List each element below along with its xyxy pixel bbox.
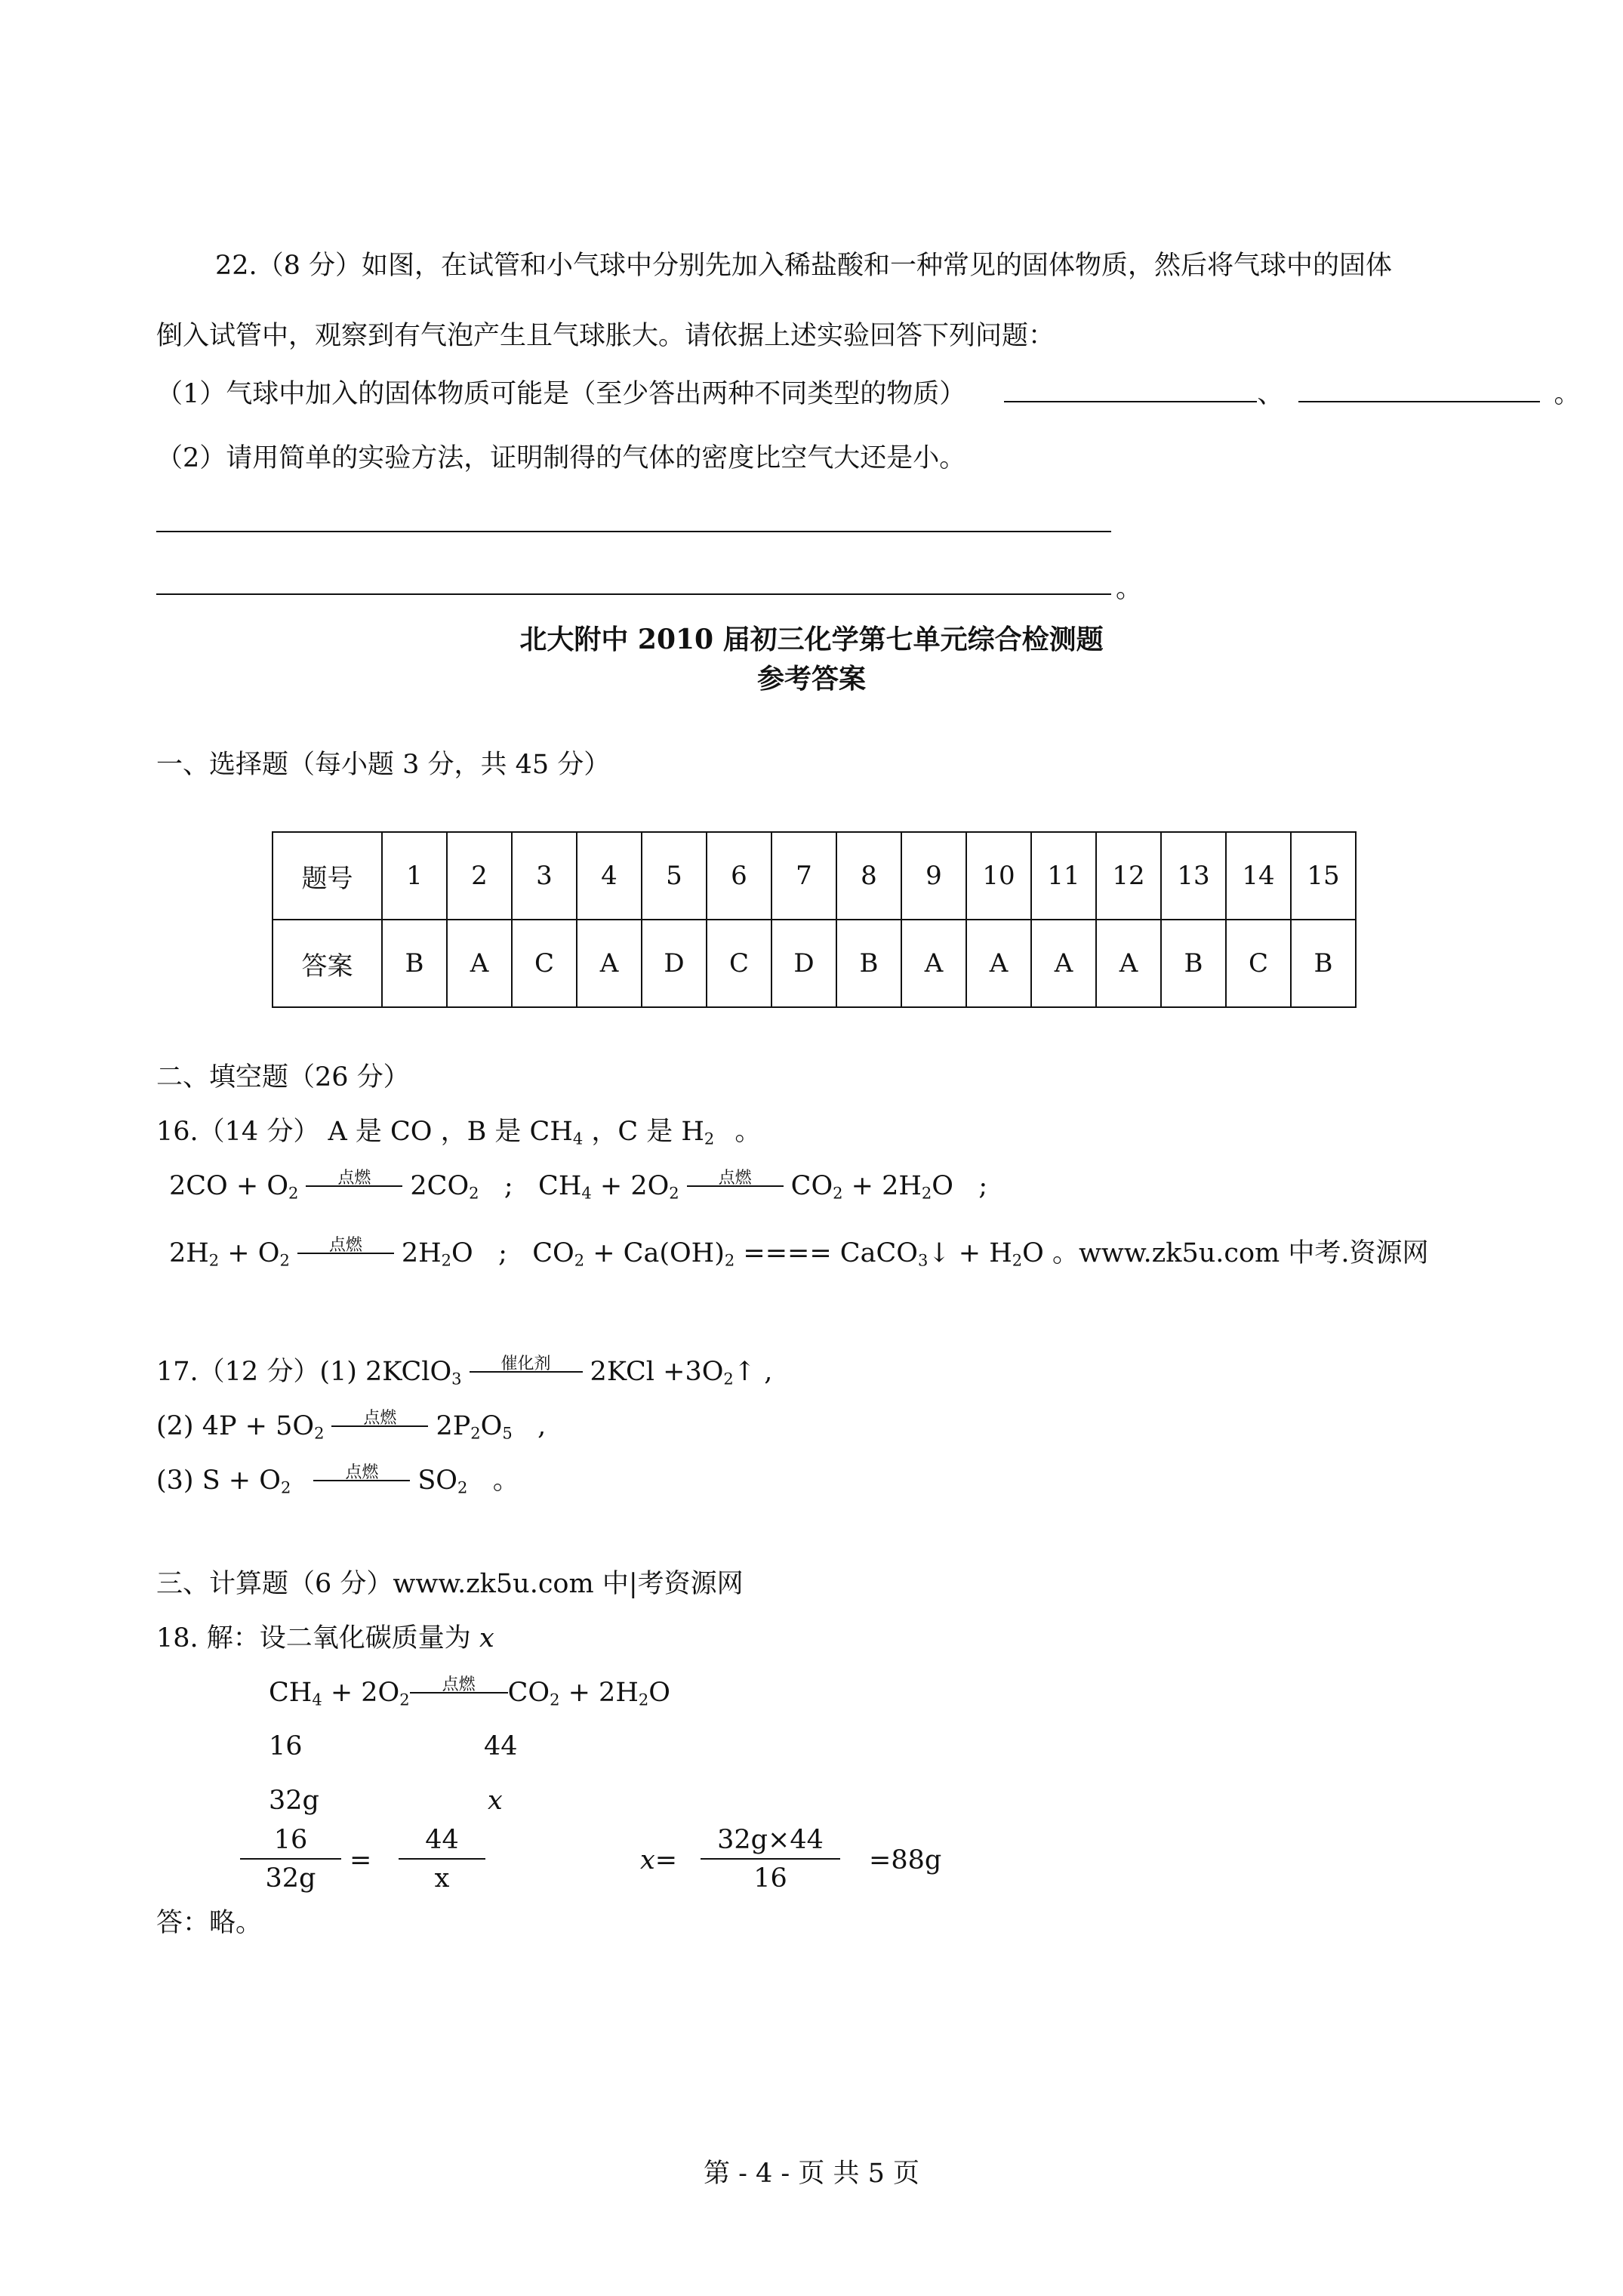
section-fill-heading: 二、填空题（26 分） [156,1062,410,1093]
table-cell-answer: A [966,920,1031,1007]
table-cell-num: 7 [771,832,836,920]
section-choice-heading: 一、选择题（每小题 3 分，共 45 分） [156,750,611,780]
table-cell-answer: A [901,920,966,1007]
table-cell-answer: B [382,920,447,1007]
q16-equation-line-2: $2H_2 + O_2$ 点燃 $2H_2O$ ; $CO_2 + Ca(OH)_2$ ==== CaCO$_3$↓ + $H_2O$ 。www.zk5u.com 中考.资源网 [169,1236,1429,1270]
reaction-condition: 点燃 [297,1253,394,1262]
table-cell-num: 11 [1031,832,1096,920]
blank-separator: 、 [1257,379,1284,409]
q16-mid-text: ，C 是 H [583,1117,704,1147]
molar-mass-co2: 44 [484,1731,518,1761]
table-cell-num: 15 [1291,832,1356,920]
table-cell-answer: B [836,920,901,1007]
table-cell-num: 12 [1096,832,1161,920]
table-row-answers [273,920,1356,1007]
table-cell-num: 8 [836,832,901,920]
calcium-hydroxide: Ca(OH) [623,1238,725,1268]
reaction-condition: 点燃 [306,1185,402,1194]
table-cell-num: 4 [577,832,642,920]
q17-line-2: (2) $4P + 5O_2$ 点燃 $2P_2O_5$ , [156,1409,547,1443]
answer-line-2[interactable] [156,593,1111,595]
reaction-condition: 催化剂 [470,1371,583,1380]
q17-p3-text: (3) S + O [156,1465,281,1496]
x-equals: x= [640,1845,678,1875]
reaction-condition: 点燃 [313,1480,410,1489]
answer-blank-2[interactable] [1298,400,1540,402]
q17-line-3: (3) $S + O_2$ 点燃 $SO_2$ 。 [156,1463,519,1497]
answer-reply: 答：略。 [156,1908,263,1938]
table-cell-num: 9 [901,832,966,920]
q16-equation-line-1: $2CO + O_2$ 点燃 $2CO_2$ ; $CH_4 + 2O_2$ 点燃 $CO_2 + 2H_2O$ ; [169,1169,988,1203]
reaction-condition: 点燃 [410,1692,508,1701]
calc-result: =88g [869,1845,942,1875]
q16-watermark: 。www.zk5u.com 中考.资源网 [1052,1238,1429,1268]
down-arrow-icon: ↓ [928,1238,950,1268]
up-arrow-icon: ↑ [733,1357,756,1387]
reaction-condition: 点燃 [331,1425,428,1435]
table-cell-num: 6 [707,832,771,920]
q18-equation: $CH_4 + 2O_2$ 点燃 $CO_2 + 2H_2O$ [269,1675,670,1709]
table-cell-answer: A [447,920,512,1007]
table-cell-answer: B [1161,920,1226,1007]
molar-mass-ch4: 16 [269,1731,303,1761]
table-row-numbers [273,832,1356,920]
table-cell-answer: C [707,920,771,1007]
q17-head-text: 17.（12 分）(1) 2KClO [156,1357,452,1387]
fraction-3: 32g×44 16 [701,1827,840,1892]
q18-line [156,1623,494,1653]
table-cell-answer: D [771,920,836,1007]
table-answer-label: 答案 [273,920,382,1007]
table-header-label: 题号 [273,832,382,920]
q18-variable: x [479,1623,494,1653]
table-cell-num: 1 [382,832,447,920]
table-cell-num: 5 [642,832,707,920]
q16-head: 16.（14 分） A 是 CO ，B 是 $CH_4$ ，C 是 $H_2$ 。 [156,1117,762,1148]
answer-table [272,831,1357,1008]
table-cell-answer: C [1226,920,1291,1007]
table-cell-answer: C [512,920,577,1007]
q22-line2: 倒入试管中，观察到有气泡产生且气球胀大。请依据上述实验回答下列问题： [156,321,1055,351]
q22-sub2: （2）请用简单的实验方法，证明制得的气体的密度比空气大还是小。 [156,443,966,473]
q17-p2-text: (2) 4P + 5O [156,1411,315,1441]
fraction-2: 44 x [399,1827,485,1892]
answer-line-end: 。 [1116,574,1143,604]
table-cell-answer: B [1291,920,1356,1007]
answer-title: 北大附中 2010 届初三化学第七单元综合检测题 [519,624,1104,655]
answer-subtitle: 参考答案 [756,663,866,695]
q22-sub1-text: （1）气球中加入的固体物质可能是（至少答出两种不同类型的物质） [156,379,966,409]
q16-eq4-text: ==== CaCO [743,1238,918,1268]
table-cell-num: 14 [1226,832,1291,920]
q22-line1: 22.（8 分）如图，在试管和小气球中分别先加入稀盐酸和一种常见的固体物质，然后将气球中的固体 [215,251,1393,281]
section-calc-heading: 三、计算题（6 分）www.zk5u.com 中|考资源网 [156,1569,744,1599]
q16-tail-text: 。 [726,1117,762,1147]
q22-sub1 [156,381,1580,408]
table-cell-answer: D [642,920,707,1007]
q18-line-text: 18. 解：设二氧化碳质量为 [156,1623,471,1653]
reaction-condition: 点燃 [687,1185,784,1194]
answer-line-1[interactable] [156,531,1111,532]
q22-sub1-end: 。 [1554,379,1581,409]
q17-line-1: 17.（12 分）(1) 2KClO$_3$ 催化剂 $2KCl +3O_2↑$ , [156,1354,773,1388]
q16-head-text: 16.（14 分） A 是 CO ，B 是 CH [156,1117,573,1147]
table-cell-num: 13 [1161,832,1226,920]
table-cell-answer: A [577,920,642,1007]
unknown-mass: x [488,1786,503,1816]
table-cell-num: 10 [966,832,1031,920]
page-footer: 第 - 4 - 页 共 5 页 [703,2159,920,2189]
equals-sign: = [350,1845,372,1875]
table-cell-num: 2 [447,832,512,920]
answer-blank-1[interactable] [1004,400,1257,402]
fraction-1: 16 32g [240,1827,341,1892]
given-mass: 32g [269,1786,319,1816]
table-cell-answer: A [1031,920,1096,1007]
table-cell-num: 3 [512,832,577,920]
table-cell-answer: A [1096,920,1161,1007]
